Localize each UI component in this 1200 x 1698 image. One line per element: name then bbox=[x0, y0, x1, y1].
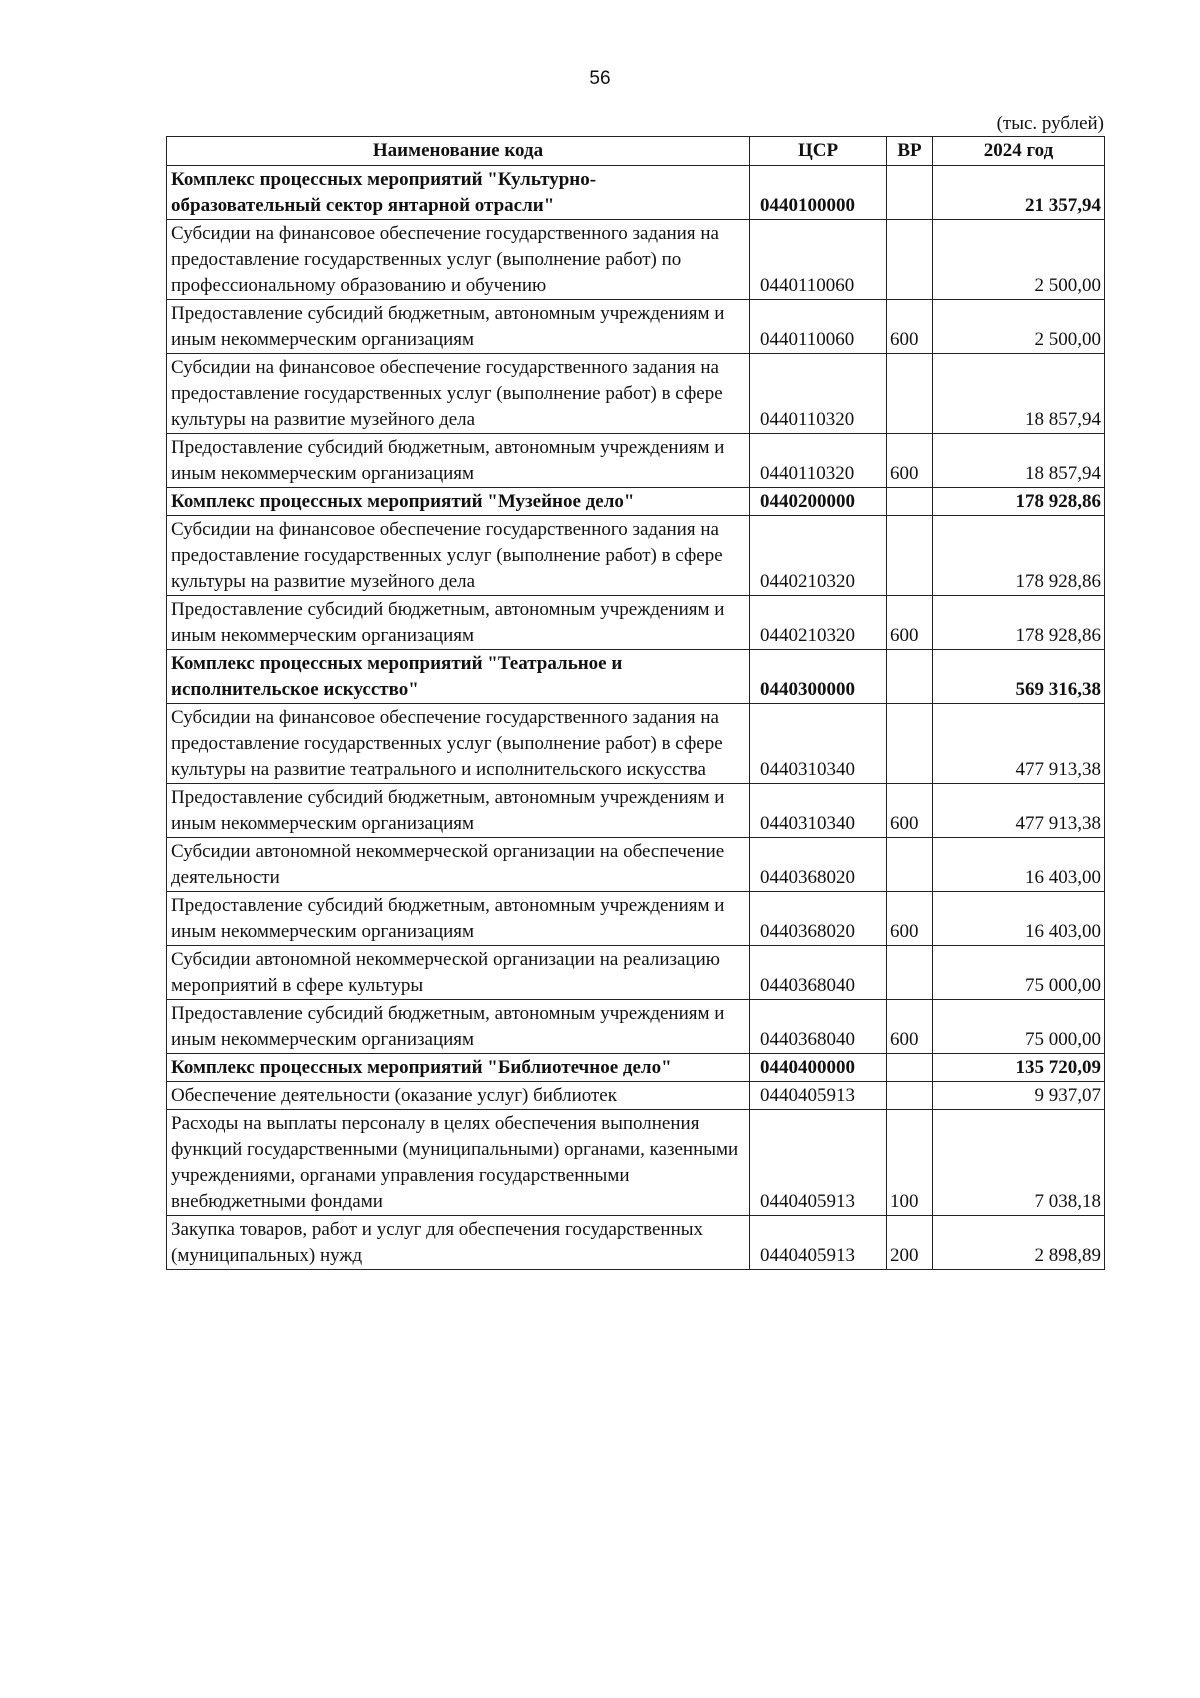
cell-vr bbox=[887, 946, 933, 1000]
table-header-row bbox=[167, 137, 1105, 166]
cell-name: Комплекс процессных мероприятий "Театральное и исполнительское искусство" bbox=[167, 650, 750, 704]
cell-csr: 0440368040 bbox=[750, 1000, 887, 1054]
cell-csr: 0440210320 bbox=[750, 596, 887, 650]
header-amount: 2024 год bbox=[933, 137, 1105, 166]
cell-name: Субсидии на финансовое обеспечение государственного задания на предоставление государственных услуг (выполнение работ) в сфере культуры на развитие музейного дела bbox=[167, 516, 750, 596]
table-row bbox=[167, 300, 1105, 354]
cell-name: Субсидии на финансовое обеспечение государственного задания на предоставление государственных услуг (выполнение работ) в сфере культуры на развитие театрального и исполнительского искусства bbox=[167, 704, 750, 784]
cell-csr: 0440110320 bbox=[750, 434, 887, 488]
cell-csr: 0440405913 bbox=[750, 1082, 887, 1110]
cell-amount: 7 038,18 bbox=[933, 1110, 1105, 1216]
cell-csr: 0440100000 bbox=[750, 166, 887, 220]
cell-amount: 178 928,86 bbox=[933, 488, 1105, 516]
cell-name: Комплекс процессных мероприятий "Музейное дело" bbox=[167, 488, 750, 516]
table-row-section bbox=[167, 650, 1105, 704]
cell-name: Расходы на выплаты персоналу в целях обеспечения выполнения функций государственными (муниципальными) органами, казенными учреждениями, органами управления государственными внебюджетными фондами bbox=[167, 1110, 750, 1216]
cell-vr bbox=[887, 704, 933, 784]
cell-csr: 0440368040 bbox=[750, 946, 887, 1000]
cell-vr bbox=[887, 354, 933, 434]
cell-vr: 600 bbox=[887, 892, 933, 946]
table-row bbox=[167, 516, 1105, 596]
cell-name: Обеспечение деятельности (оказание услуг) библиотек bbox=[167, 1082, 750, 1110]
cell-amount: 477 913,38 bbox=[933, 704, 1105, 784]
table-row bbox=[167, 220, 1105, 300]
cell-name: Комплекс процессных мероприятий "Библиотечное дело" bbox=[167, 1054, 750, 1082]
cell-csr: 0440300000 bbox=[750, 650, 887, 704]
table-row bbox=[167, 434, 1105, 488]
table-row bbox=[167, 784, 1105, 838]
cell-name: Предоставление субсидий бюджетным, автономным учреждениям и иным некоммерческим организациям bbox=[167, 784, 750, 838]
cell-csr: 0440310340 bbox=[750, 704, 887, 784]
header-csr: ЦСР bbox=[750, 137, 887, 166]
cell-name: Субсидии на финансовое обеспечение государственного задания на предоставление государственных услуг (выполнение работ) в сфере культуры на развитие музейного дела bbox=[167, 354, 750, 434]
cell-csr: 0440110060 bbox=[750, 220, 887, 300]
table-body bbox=[167, 166, 1105, 1270]
cell-vr bbox=[887, 516, 933, 596]
cell-csr: 0440310340 bbox=[750, 784, 887, 838]
cell-name: Субсидии на финансовое обеспечение государственного задания на предоставление государственных услуг (выполнение работ) по профессиональному образованию и обучению bbox=[167, 220, 750, 300]
cell-vr bbox=[887, 220, 933, 300]
table-row bbox=[167, 946, 1105, 1000]
cell-vr bbox=[887, 1054, 933, 1082]
cell-csr: 0440405913 bbox=[750, 1216, 887, 1270]
cell-name: Комплекс процессных мероприятий "Культурно-образовательный сектор янтарной отрасли" bbox=[167, 166, 750, 220]
table-row-section bbox=[167, 1054, 1105, 1082]
cell-name: Субсидии автономной некоммерческой организации на обеспечение деятельности bbox=[167, 838, 750, 892]
cell-vr: 200 bbox=[887, 1216, 933, 1270]
cell-vr: 600 bbox=[887, 784, 933, 838]
cell-amount: 18 857,94 bbox=[933, 434, 1105, 488]
cell-amount: 569 316,38 bbox=[933, 650, 1105, 704]
table-row bbox=[167, 1216, 1105, 1270]
cell-csr: 0440368020 bbox=[750, 892, 887, 946]
cell-vr: 600 bbox=[887, 1000, 933, 1054]
cell-vr bbox=[887, 1082, 933, 1110]
cell-csr: 0440368020 bbox=[750, 838, 887, 892]
units-label: (тыс. рублей) bbox=[996, 113, 1104, 134]
header-vr: ВР bbox=[887, 137, 933, 166]
cell-csr: 0440210320 bbox=[750, 516, 887, 596]
cell-amount: 135 720,09 bbox=[933, 1054, 1105, 1082]
table-row bbox=[167, 354, 1105, 434]
cell-vr bbox=[887, 650, 933, 704]
cell-amount: 477 913,38 bbox=[933, 784, 1105, 838]
cell-amount: 75 000,00 bbox=[933, 946, 1105, 1000]
cell-amount: 2 500,00 bbox=[933, 300, 1105, 354]
cell-name: Закупка товаров, работ и услуг для обеспечения государственных (муниципальных) нужд bbox=[167, 1216, 750, 1270]
cell-name: Субсидии автономной некоммерческой организации на реализацию мероприятий в сфере культуры bbox=[167, 946, 750, 1000]
cell-vr: 600 bbox=[887, 434, 933, 488]
table-row-section bbox=[167, 488, 1105, 516]
cell-name: Предоставление субсидий бюджетным, автономным учреждениям и иным некоммерческим организациям bbox=[167, 892, 750, 946]
table-row bbox=[167, 1110, 1105, 1216]
cell-amount: 178 928,86 bbox=[933, 596, 1105, 650]
cell-amount: 21 357,94 bbox=[933, 166, 1105, 220]
cell-amount: 178 928,86 bbox=[933, 516, 1105, 596]
table-row bbox=[167, 1082, 1105, 1110]
header-name: Наименование кода bbox=[167, 137, 750, 166]
cell-amount: 75 000,00 bbox=[933, 1000, 1105, 1054]
cell-amount: 16 403,00 bbox=[933, 838, 1105, 892]
table-row bbox=[167, 1000, 1105, 1054]
cell-name: Предоставление субсидий бюджетным, автономным учреждениям и иным некоммерческим организациям bbox=[167, 596, 750, 650]
cell-csr: 0440405913 bbox=[750, 1110, 887, 1216]
table-row bbox=[167, 596, 1105, 650]
cell-amount: 2 898,89 bbox=[933, 1216, 1105, 1270]
cell-vr bbox=[887, 488, 933, 516]
cell-csr: 0440110060 bbox=[750, 300, 887, 354]
cell-name: Предоставление субсидий бюджетным, автономным учреждениям и иным некоммерческим организациям bbox=[167, 300, 750, 354]
cell-amount: 18 857,94 bbox=[933, 354, 1105, 434]
budget-table bbox=[166, 136, 1105, 1270]
cell-amount: 2 500,00 bbox=[933, 220, 1105, 300]
cell-csr: 0440110320 bbox=[750, 354, 887, 434]
cell-vr: 600 bbox=[887, 300, 933, 354]
table-row bbox=[167, 704, 1105, 784]
page-number: 56 bbox=[589, 68, 611, 89]
cell-amount: 16 403,00 bbox=[933, 892, 1105, 946]
cell-vr: 600 bbox=[887, 596, 933, 650]
table-row bbox=[167, 892, 1105, 946]
table-row bbox=[167, 838, 1105, 892]
cell-name: Предоставление субсидий бюджетным, автономным учреждениям и иным некоммерческим организациям bbox=[167, 434, 750, 488]
cell-amount: 9 937,07 bbox=[933, 1082, 1105, 1110]
cell-vr bbox=[887, 166, 933, 220]
table-row-section bbox=[167, 166, 1105, 220]
cell-csr: 0440400000 bbox=[750, 1054, 887, 1082]
cell-vr: 100 bbox=[887, 1110, 933, 1216]
cell-csr: 0440200000 bbox=[750, 488, 887, 516]
cell-name: Предоставление субсидий бюджетным, автономным учреждениям и иным некоммерческим организациям bbox=[167, 1000, 750, 1054]
cell-vr bbox=[887, 838, 933, 892]
